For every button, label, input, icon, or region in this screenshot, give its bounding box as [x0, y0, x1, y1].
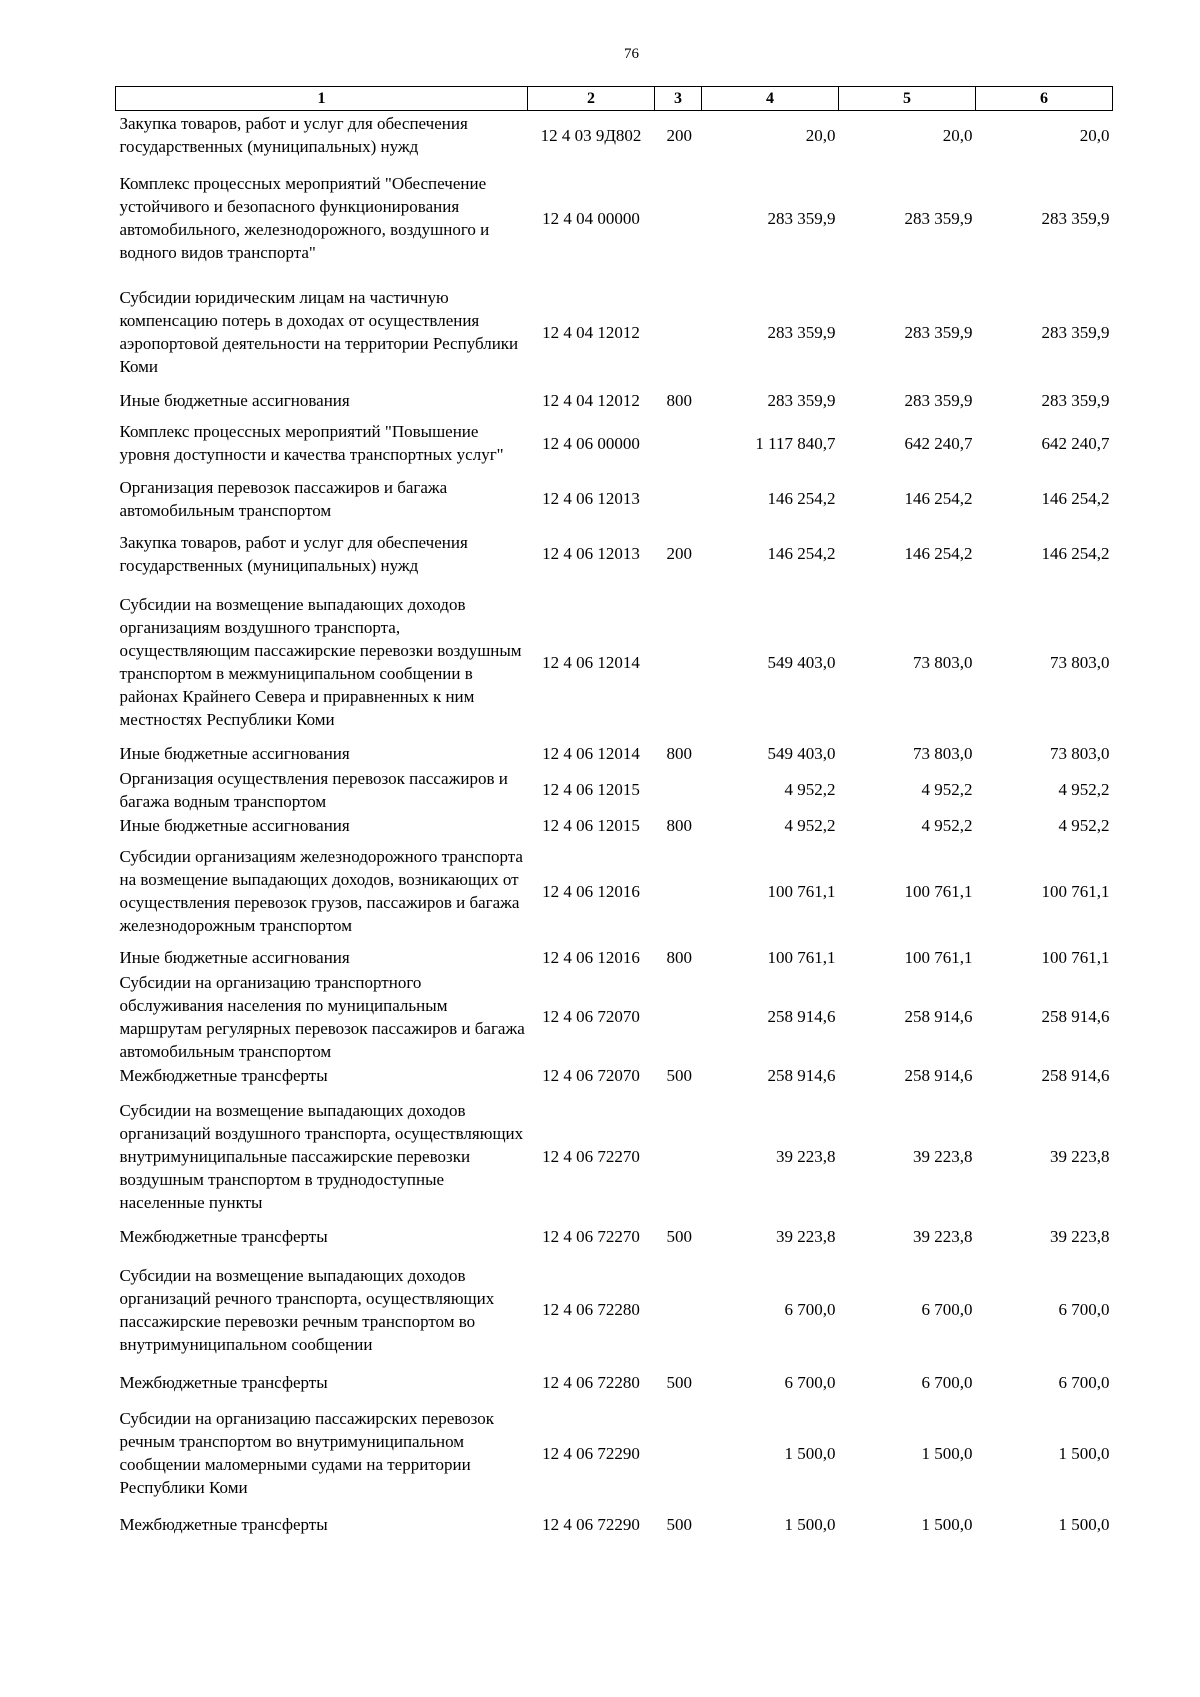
cell-value-col4: 283 359,9	[767, 322, 836, 342]
cell-code: 12 4 06 12014	[542, 744, 640, 763]
table-row	[116, 1089, 1113, 1224]
cell-expense-type	[655, 971, 702, 1063]
cell-value-col6: 73 803,0	[1050, 652, 1110, 672]
cell-value-col4: 549 403,0	[767, 652, 836, 672]
cell-value-col5: 146 254,2	[904, 544, 973, 563]
cell-value-col6: 6 700,0	[1058, 1372, 1110, 1392]
column-header-1: 1	[116, 87, 528, 111]
cell-name: Иные бюджетные ассигнования	[119, 815, 350, 835]
cell-value-col6: 39 223,8	[1050, 1146, 1110, 1166]
cell-code: 12 4 06 12013	[542, 489, 640, 508]
cell-code: 12 4 03 9Д802	[540, 125, 642, 145]
cell-value-col5: 283 359,9	[904, 322, 973, 342]
cell-expense-type: 800	[666, 815, 692, 835]
cell-value-col5: 1 500,0	[921, 1443, 973, 1463]
cell-value-col5: 20,0	[942, 125, 973, 145]
cell-code: 12 4 06 12015	[542, 815, 640, 835]
column-header-5: 5	[839, 87, 976, 111]
cell-value-col6: 4 952,2	[1058, 815, 1110, 835]
cell-name: Организация осуществления перевозок пассажиров и багажа водным транспортом	[119, 768, 508, 811]
cell-value-col5: 258 914,6	[904, 1007, 973, 1026]
cell-value-col4: 6 700,0	[784, 1300, 836, 1319]
cell-code: 12 4 06 72290	[542, 1443, 640, 1463]
cell-code: 12 4 06 72070	[542, 1007, 640, 1026]
table-row	[116, 1224, 1113, 1250]
cell-name: Организация перевозок пассажиров и багажа автомобильным транспортом	[119, 477, 448, 520]
cell-value-col4: 39 223,8	[776, 1146, 836, 1166]
cell-value-col6: 258 914,6	[1041, 1066, 1110, 1085]
cell-expense-type: 800	[666, 744, 692, 763]
table-row	[116, 1063, 1113, 1089]
cell-value-col6: 100 761,1	[1041, 881, 1110, 901]
cell-value-col6: 4 952,2	[1058, 780, 1110, 799]
cell-expense-type: 500	[666, 1066, 692, 1085]
cell-value-col6: 146 254,2	[1041, 544, 1110, 563]
column-header-3: 3	[655, 87, 702, 111]
cell-expense-type	[655, 160, 702, 277]
cell-value-col5: 1 500,0	[921, 1515, 973, 1534]
cell-value-col4: 1 500,0	[784, 1515, 836, 1534]
cell-name: Комплекс процессных мероприятий "Обеспечение устойчивого и безопасного функционирования автомобильного, железнодорожного, воздушного и водного видов транспорта"	[119, 174, 490, 262]
cell-value-col4: 549 403,0	[767, 744, 836, 763]
cell-value-col5: 100 761,1	[904, 948, 973, 967]
table-row	[116, 767, 1113, 813]
cell-name: Межбюджетные трансферты	[119, 1066, 328, 1085]
cell-value-col4: 100 761,1	[767, 881, 836, 901]
column-header-4: 4	[702, 87, 839, 111]
cell-expense-type: 200	[666, 544, 692, 563]
cell-expense-type: 500	[666, 1227, 692, 1246]
table-header	[116, 87, 1113, 111]
cell-value-col6: 100 761,1	[1041, 948, 1110, 967]
cell-expense-type	[655, 474, 702, 524]
cell-value-col5: 6 700,0	[921, 1300, 973, 1319]
cell-code: 12 4 04 12012	[542, 390, 640, 410]
cell-code: 12 4 06 72280	[542, 1372, 640, 1392]
cell-value-col4: 39 223,8	[776, 1227, 836, 1246]
cell-name: Субсидии на возмещение выпадающих доходов организациям воздушного транспорта, осуществляющим пассажирские перевозки воздушным транспортом в межмуниципальном сообщении в районах Крайнего Севера и приравненных к ним местностях Республики Коми	[119, 595, 522, 729]
cell-expense-type	[655, 1395, 702, 1512]
cell-value-col4: 6 700,0	[784, 1372, 836, 1392]
cell-code: 12 4 06 72070	[542, 1066, 640, 1085]
cell-code: 12 4 06 12014	[542, 652, 640, 672]
cell-expense-type	[655, 1250, 702, 1370]
cell-value-col4: 4 952,2	[784, 780, 836, 799]
cell-expense-type	[655, 1089, 702, 1224]
cell-value-col5: 73 803,0	[913, 652, 973, 672]
cell-expense-type	[655, 584, 702, 741]
table-row	[116, 1395, 1113, 1512]
cell-name: Межбюджетные трансферты	[119, 1227, 328, 1246]
table-row	[116, 388, 1113, 413]
cell-code: 12 4 06 00000	[542, 433, 640, 453]
cell-value-col6: 39 223,8	[1050, 1227, 1110, 1246]
cell-value-col6: 73 803,0	[1050, 744, 1110, 763]
cell-code: 12 4 06 72280	[542, 1300, 640, 1319]
cell-code: 12 4 04 00000	[542, 208, 640, 228]
cell-value-col5: 39 223,8	[913, 1227, 973, 1246]
cell-code: 12 4 06 12016	[542, 881, 640, 901]
cell-value-col4: 100 761,1	[767, 948, 836, 967]
cell-value-col6: 283 359,9	[1041, 390, 1110, 410]
table-row	[116, 111, 1113, 160]
cell-value-col6: 283 359,9	[1041, 208, 1110, 228]
cell-value-col6: 642 240,7	[1041, 433, 1110, 453]
cell-value-col4: 20,0	[805, 125, 836, 145]
cell-value-col4: 283 359,9	[767, 208, 836, 228]
table-row	[116, 741, 1113, 767]
cell-expense-type: 800	[666, 390, 692, 410]
table-row	[116, 971, 1113, 1063]
cell-value-col5: 6 700,0	[921, 1372, 973, 1392]
cell-code: 12 4 06 72290	[542, 1515, 640, 1534]
table-row	[116, 945, 1113, 971]
cell-expense-type: 500	[666, 1515, 692, 1534]
table-row	[116, 838, 1113, 945]
cell-code: 12 4 06 12016	[542, 948, 640, 967]
table-row	[116, 1250, 1113, 1370]
table-row	[116, 1512, 1113, 1538]
page-number: 76	[624, 46, 639, 62]
cell-name: Закупка товаров, работ и услуг для обеспечения государственных (муниципальных) нужд	[119, 532, 468, 575]
cell-name: Межбюджетные трансферты	[119, 1372, 328, 1392]
cell-code: 12 4 04 12012	[542, 322, 640, 342]
cell-value-col6: 258 914,6	[1041, 1007, 1110, 1026]
cell-value-col5: 100 761,1	[904, 881, 973, 901]
table-row	[116, 413, 1113, 474]
cell-value-col4: 283 359,9	[767, 390, 836, 410]
cell-value-col4: 1 117 840,7	[755, 433, 836, 453]
cell-name: Субсидии организациям железнодорожного транспорта на возмещение выпадающих доходов, возникающих от осуществления перевозок грузов, пассажиров и багажа железнодорожным транспортом	[119, 847, 523, 935]
cell-expense-type	[655, 277, 702, 388]
cell-name: Иные бюджетные ассигнования	[119, 744, 350, 763]
cell-value-col5: 39 223,8	[913, 1146, 973, 1166]
cell-expense-type	[655, 838, 702, 945]
cell-name: Иные бюджетные ассигнования	[119, 390, 350, 410]
cell-code: 12 4 06 72270	[542, 1227, 640, 1246]
table-row	[116, 524, 1113, 584]
cell-expense-type: 200	[666, 125, 692, 145]
cell-value-col5: 73 803,0	[913, 744, 973, 763]
cell-name: Субсидии юридическим лицам на частичную компенсацию потерь в доходах от осуществления аэропортовой деятельности на территории Республики Коми	[119, 288, 519, 376]
cell-code: 12 4 06 12015	[542, 780, 640, 799]
cell-value-col6: 1 500,0	[1058, 1443, 1110, 1463]
table-row	[116, 474, 1113, 524]
cell-name: Комплекс процессных мероприятий "Повышение уровня доступности и качества транспортных услуг"	[119, 422, 504, 464]
cell-value-col5: 4 952,2	[921, 780, 973, 799]
cell-name: Субсидии на организацию транспортного обслуживания населения по муниципальным маршрутам регулярных перевозок пассажиров и багажа автомобильным транспортом	[119, 972, 525, 1061]
cell-expense-type	[655, 767, 702, 813]
cell-name: Субсидии на организацию пассажирских перевозок речным транспортом во внутримуниципальном сообщении маломерными судами на территории Республики Коми	[119, 1409, 495, 1497]
cell-value-col4: 146 254,2	[767, 489, 836, 508]
cell-value-col5: 283 359,9	[904, 208, 973, 228]
cell-expense-type	[655, 413, 702, 474]
cell-value-col6: 146 254,2	[1041, 489, 1110, 508]
table-row	[116, 1370, 1113, 1395]
cell-expense-type: 800	[666, 948, 692, 967]
cell-value-col5: 4 952,2	[921, 815, 973, 835]
column-header-2: 2	[528, 87, 655, 111]
cell-value-col5: 258 914,6	[904, 1066, 973, 1085]
cell-name: Иные бюджетные ассигнования	[119, 948, 350, 967]
cell-value-col6: 20,0	[1079, 125, 1110, 145]
cell-expense-type: 500	[666, 1372, 692, 1392]
cell-name: Межбюджетные трансферты	[119, 1515, 328, 1534]
cell-value-col4: 146 254,2	[767, 544, 836, 563]
cell-value-col5: 283 359,9	[904, 390, 973, 410]
table-row	[116, 584, 1113, 741]
table-row	[116, 813, 1113, 838]
table-row	[116, 160, 1113, 277]
cell-value-col6: 6 700,0	[1058, 1300, 1110, 1319]
table-row	[116, 277, 1113, 388]
cell-name: Закупка товаров, работ и услуг для обеспечения государственных (муниципальных) нужд	[119, 114, 468, 157]
cell-value-col6: 283 359,9	[1041, 322, 1110, 342]
cell-value-col5: 146 254,2	[904, 489, 973, 508]
cell-value-col6: 1 500,0	[1058, 1515, 1110, 1534]
table-body	[116, 111, 1113, 1538]
cell-value-col4: 258 914,6	[767, 1007, 836, 1026]
cell-code: 12 4 06 12013	[542, 544, 640, 563]
cell-value-col4: 258 914,6	[767, 1066, 836, 1085]
cell-name: Субсидии на возмещение выпадающих доходов организаций речного транспорта, осуществляющих пассажирские перевозки речным транспортом во внутримуниципальном сообщении	[119, 1265, 495, 1354]
cell-code: 12 4 06 72270	[542, 1146, 640, 1166]
cell-value-col4: 1 500,0	[784, 1443, 836, 1463]
cell-name: Субсидии на возмещение выпадающих доходов организаций воздушного транспорта, осуществляющих внутримуниципальные пассажирские перевозки воздушным транспортом в труднодоступные населенные пункты	[119, 1100, 524, 1212]
column-header-6: 6	[976, 87, 1113, 111]
budget-table	[115, 86, 1113, 1538]
cell-value-col4: 4 952,2	[784, 815, 836, 835]
cell-value-col5: 642 240,7	[904, 433, 973, 453]
